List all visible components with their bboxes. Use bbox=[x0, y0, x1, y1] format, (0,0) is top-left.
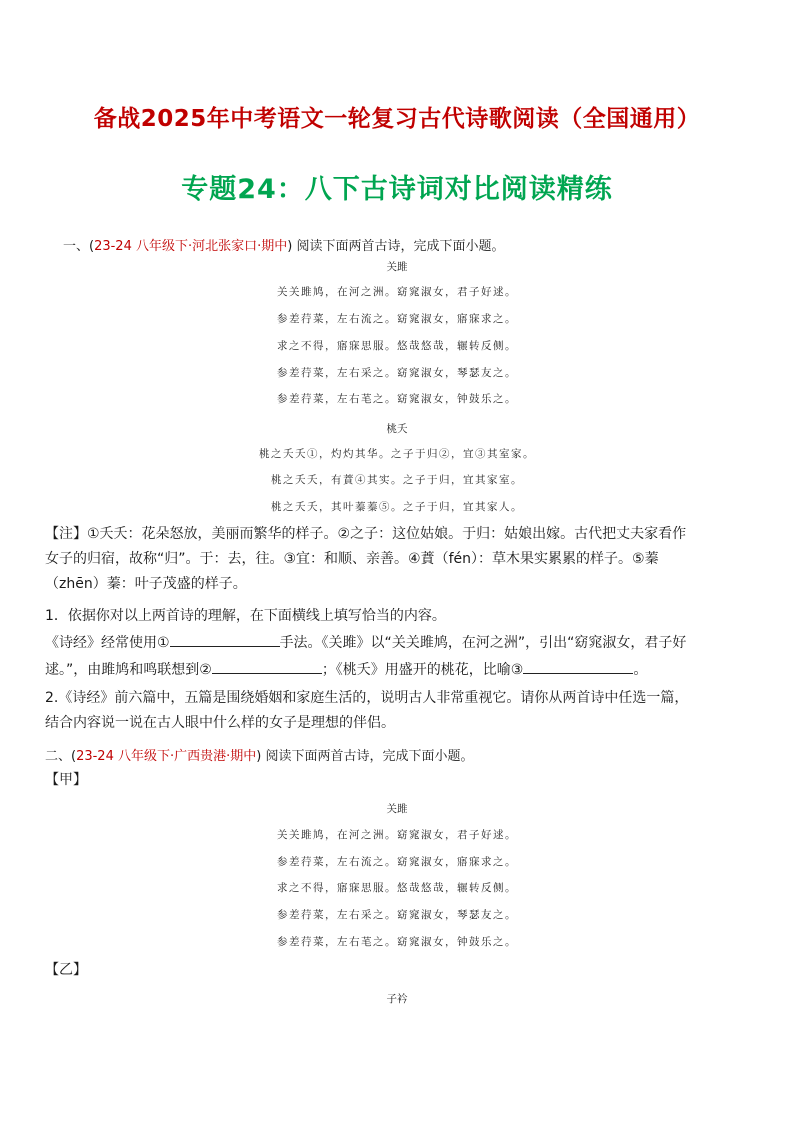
q2-source: 23-24 八年级下·广西贵港·期中 bbox=[76, 749, 257, 764]
answer-blank-3[interactable] bbox=[523, 660, 633, 674]
note-line: 女子的归宿，故称“归”。于：去，往。③宜：和顺、亲善。④蕡（fén）：草木果实累累的样子。⑤蓁 bbox=[45, 551, 659, 567]
sub2-line: 2.《诗经》前六篇中，五篇是围绕婚姻和家庭生活的，说明古人非常重视它。请你从两首诗中任选一篇， bbox=[45, 690, 689, 706]
q2-poem1-line: 参差荇菜，左右流之。窈窕淑女，寤寐求之。 bbox=[277, 856, 517, 868]
sub1-text-c: 逑。”，由雎鸠和鸣联想到② bbox=[45, 662, 212, 678]
sub1-text-b: 手法。《关雎》以“关关雎鸠，在河之洲”，引出“窈窕淑女，君子好 bbox=[279, 635, 687, 651]
sub2-line: 结合内容说一说在古人眼中什么样的女子是理想的伴侣。 bbox=[45, 715, 395, 731]
q1-poem1-line: 求之不得，寤寐思服。悠哉悠哉，辗转反侧。 bbox=[277, 340, 517, 352]
q1-note bbox=[45, 522, 765, 597]
q1-poem1-line: 关关雎鸠，在河之洲。窈窕淑女，君子好逑。 bbox=[277, 286, 517, 298]
q1-poem1-title: 关雎 bbox=[386, 261, 408, 273]
topic-title: 专题24：八下古诗词对比阅读精练 bbox=[181, 174, 613, 205]
q1-poem2-title: 桃夭 bbox=[386, 423, 408, 435]
q1-poem2-line: 桃之夭夭，有蕡④其实。之子于归，宜其家室。 bbox=[271, 474, 523, 486]
q1-poem1-line: 参差荇菜，左右流之。窈窕淑女，寤寐求之。 bbox=[277, 313, 517, 325]
q2-prefix: 二、( bbox=[45, 749, 77, 764]
q2-poem2-title: 子衿 bbox=[386, 993, 408, 1005]
q1-sub1-stem: 1．依据你对以上两首诗的理解，在下面横线上填写恰当的内容。 bbox=[45, 608, 446, 624]
q1-sub1-line1 bbox=[45, 631, 765, 656]
answer-blank-1[interactable] bbox=[170, 633, 280, 647]
q1-heading bbox=[63, 235, 743, 254]
q2-poem1-line: 参差荇菜，左右芼之。窈窕淑女，钟鼓乐之。 bbox=[277, 936, 517, 948]
sub1-text-d: ；《桃夭》用盛开的桃花，比喻③ bbox=[321, 662, 524, 678]
answer-blank-2[interactable] bbox=[212, 660, 322, 674]
q1-sub1-line2 bbox=[45, 658, 765, 683]
q1-poem1-line: 参差荇菜，左右采之。窈窕淑女，琴瑟友之。 bbox=[277, 367, 517, 379]
q1-source: 23-24 八年级下·河北张家口·期中 bbox=[94, 239, 288, 254]
note-line: （zhēn）蓁：叶子茂盛的样子。 bbox=[45, 576, 247, 592]
q1-instruction: ) 阅读下面两首古诗，完成下面小题。 bbox=[287, 239, 505, 254]
q2-poem1-line: 求之不得，寤寐思服。悠哉悠哉，辗转反侧。 bbox=[277, 882, 517, 894]
q1-poem2-line: 桃之夭夭①，灼灼其华。之子于归②，宜③其室家。 bbox=[259, 448, 535, 460]
q2-poem1-line: 关关雎鸠，在河之洲。窈窕淑女，君子好逑。 bbox=[277, 829, 517, 841]
q1-prefix: 一、( bbox=[63, 239, 95, 254]
q2-instruction: ) 阅读下面两首古诗，完成下面小题。 bbox=[256, 749, 474, 764]
q1-poem2-line: 桃之夭夭，其叶蓁蓁⑤。之子于归，宜其家人。 bbox=[271, 501, 523, 513]
q2-label-b: 【乙】 bbox=[45, 962, 87, 978]
q2-poem1-line: 参差荇菜，左右采之。窈窕淑女，琴瑟友之。 bbox=[277, 909, 517, 921]
main-title: 备战2025年中考语文一轮复习古代诗歌阅读（全国通用） bbox=[93, 106, 701, 132]
q1-sub2 bbox=[45, 686, 765, 736]
sub1-text-e: 。 bbox=[633, 662, 648, 678]
q1-poem1-line: 参差荇菜，左右芼之。窈窕淑女，钟鼓乐之。 bbox=[277, 393, 517, 405]
sub1-text-a: 《诗经》经常使用① bbox=[45, 635, 170, 651]
note-line: 【注】①夭夭：花朵怒放，美丽而繁华的样子。②之子：这位姑娘。于归：姑娘出嫁。古代把丈夫家看作 bbox=[45, 526, 687, 542]
q2-label-a: 【甲】 bbox=[45, 772, 87, 788]
q2-poem1-title: 关雎 bbox=[386, 803, 408, 815]
q2-heading bbox=[45, 745, 725, 764]
